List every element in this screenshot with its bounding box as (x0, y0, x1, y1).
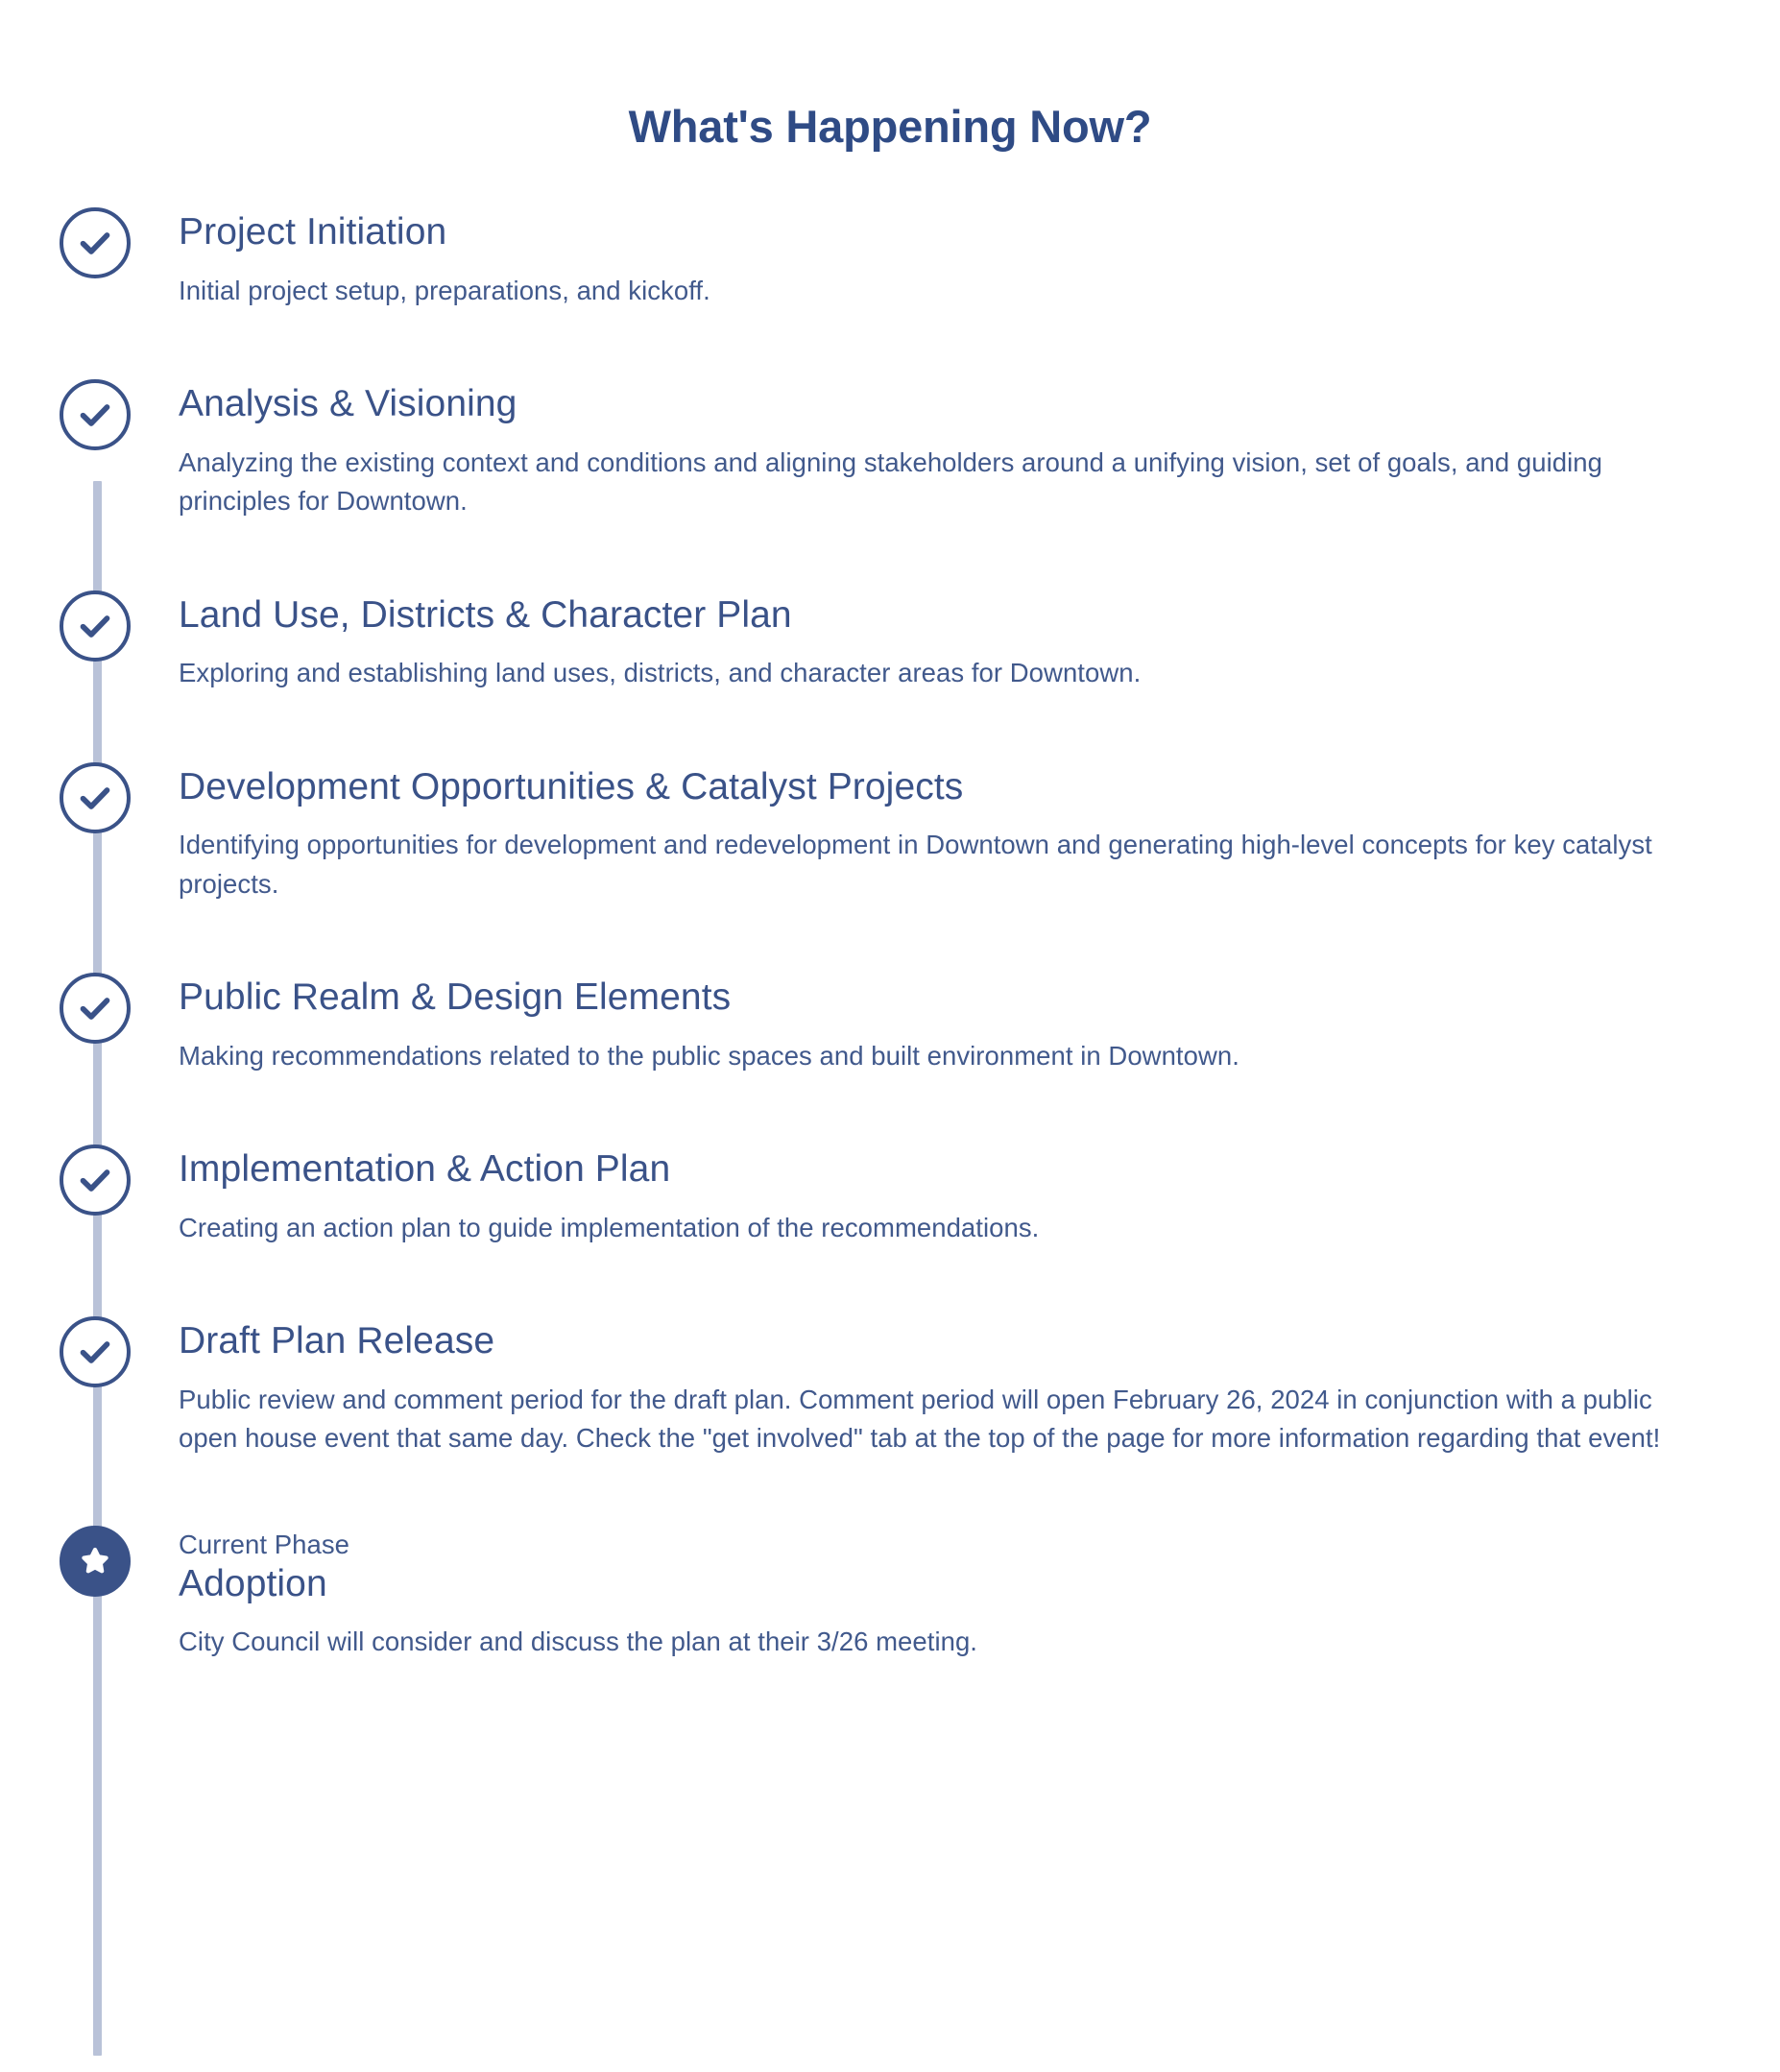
star-icon (60, 1526, 131, 1597)
timeline-item-description: Creating an action plan to guide implementation of the recommendations. (179, 1212, 1040, 1242)
timeline-item-land-use-districts-character-plan[interactable] (0, 590, 1780, 693)
timeline-item-title: Draft Plan Release (179, 1320, 495, 1362)
timeline-item-title: Implementation & Action Plan (179, 1148, 671, 1191)
timeline-rail (93, 481, 102, 2056)
timeline-item-current-phase-adoption[interactable] (0, 1526, 1780, 1662)
timeline-item-implementation-action-plan[interactable] (0, 1144, 1780, 1247)
timeline-item-title: Development Opportunities & Catalyst Projects (179, 765, 964, 807)
timeline-item-development-opportunities-catalyst-projects[interactable] (0, 762, 1780, 903)
check-icon (60, 973, 131, 1044)
timeline-item-title: Analysis & Visioning (179, 383, 517, 425)
check-icon (60, 379, 131, 450)
project-timeline (0, 207, 1780, 1661)
timeline-item-description: Identifying opportunities for development and redevelopment in Downtown and generating high-level concepts for key catalyst projects. (179, 830, 1652, 899)
spacer (0, 903, 1780, 973)
spacer (0, 1247, 1780, 1316)
spacer (0, 521, 1780, 590)
spacer (0, 1075, 1780, 1144)
timeline-item-title: Project Initiation (179, 211, 447, 253)
check-icon (60, 1144, 131, 1216)
timeline-item-description: Exploring and establishing land uses, districts, and character areas for Downtown. (179, 658, 1142, 688)
current-phase-label: Current Phase (179, 1529, 349, 1559)
timeline-item-description: Making recommendations related to the public spaces and built environment in Downtown. (179, 1040, 1239, 1071)
timeline-item-description: City Council will consider and discuss the plan at their 3/26 meeting. (179, 1626, 977, 1657)
check-icon (60, 207, 131, 278)
timeline-item-title: Land Use, Districts & Character Plan (179, 593, 792, 636)
page-title: What's Happening Now? (628, 101, 1152, 152)
timeline-item-project-initiation[interactable] (0, 207, 1780, 310)
spacer (0, 1458, 1780, 1526)
timeline-item-public-realm-design-elements[interactable] (0, 973, 1780, 1075)
spacer (0, 310, 1780, 379)
timeline-item-analysis-visioning[interactable] (0, 379, 1780, 520)
timeline-item-description: Initial project setup, preparations, and kickoff. (179, 275, 710, 305)
spacer (0, 693, 1780, 762)
timeline-item-draft-plan-release[interactable] (0, 1316, 1780, 1458)
check-icon (60, 590, 131, 662)
timeline-item-title: Public Realm & Design Elements (179, 976, 732, 1019)
timeline-item-description: Analyzing the existing context and conditions and aligning stakeholders around a unifying vision, set of goals, and guiding principles for Downtown. (179, 446, 1602, 517)
check-icon (60, 1316, 131, 1387)
timeline-item-title: Adoption (179, 1562, 327, 1604)
timeline-item-description: Public review and comment period for the draft plan. Comment period will open February 26, 2024 in conjunction with a public open house event that same day. Check the "get involved" tab at the top of the page for more information regarding that event! (179, 1384, 1661, 1454)
check-icon (60, 762, 131, 833)
